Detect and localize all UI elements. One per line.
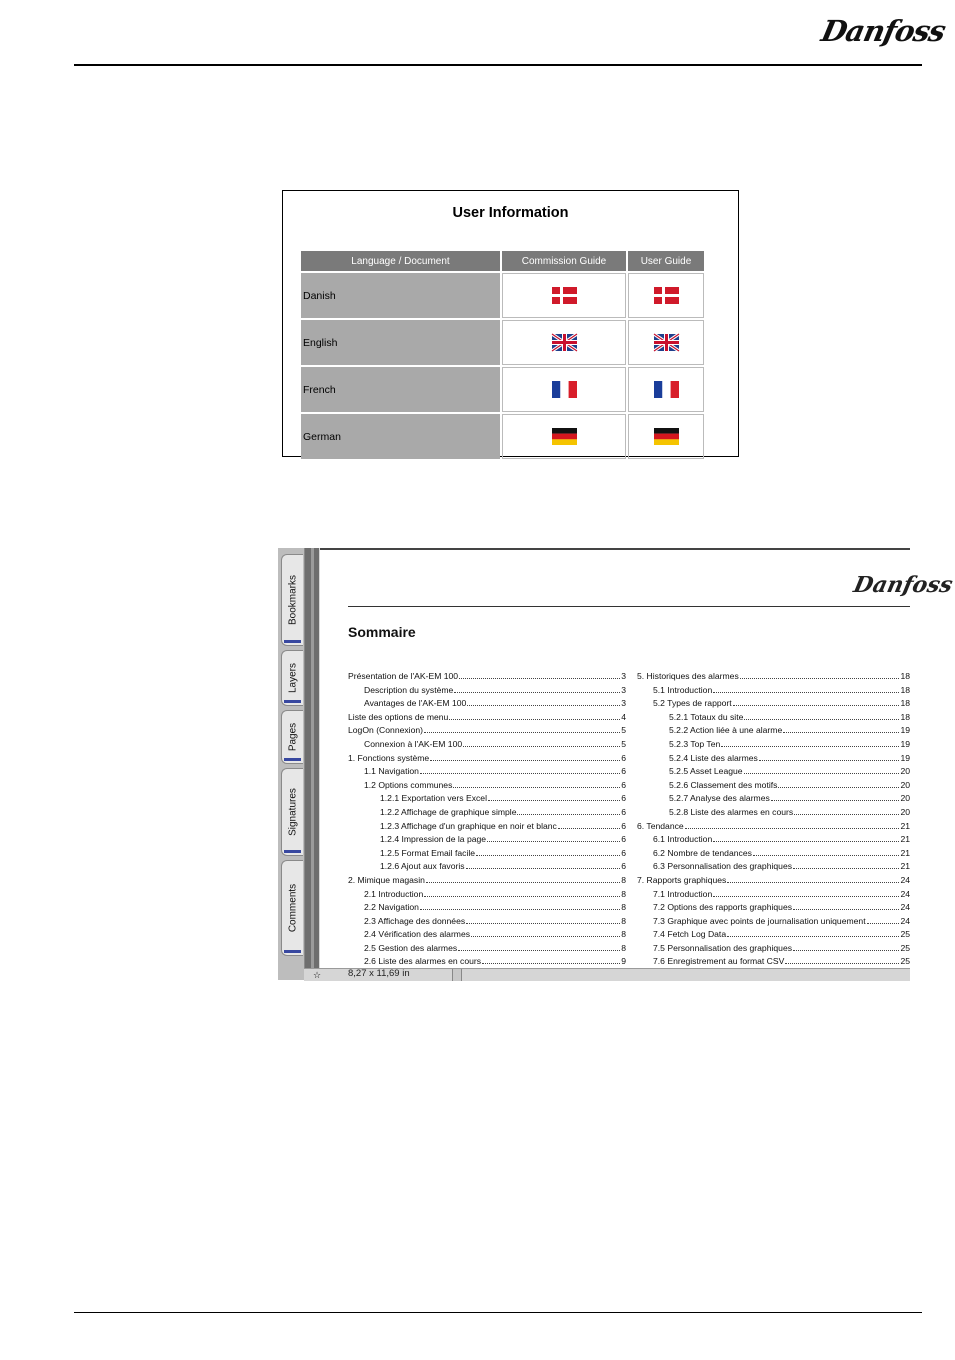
toc-entry-title: LogOn (Connexion): [348, 725, 424, 736]
toc-entry-page: 8: [621, 888, 626, 899]
header-rule: [74, 64, 922, 66]
toc-entry[interactable]: [348, 942, 626, 956]
toc-entry-page: 24: [900, 902, 910, 913]
toc-column-left: [348, 670, 626, 969]
status-bar-splitter[interactable]: [452, 969, 462, 981]
toc-entry-title: 2.3 Affichage des données: [364, 915, 466, 926]
toc-entry-title: Description du système: [364, 684, 454, 695]
toc-entry-title: 6. Tendance: [637, 820, 684, 831]
toc-leader-dots: [721, 746, 899, 747]
toc-entry-page: 21: [900, 820, 910, 831]
germany-flag-icon[interactable]: [552, 428, 577, 445]
toc-leader-dots: [454, 692, 620, 693]
navigation-panel: [278, 548, 305, 980]
toc-entry[interactable]: [348, 820, 626, 834]
toc-entry-page: 6: [621, 847, 626, 858]
toc-leader-dots: [471, 936, 620, 937]
toc-leader-dots: [466, 923, 620, 924]
toc-entry[interactable]: [637, 833, 910, 847]
toc-entry-title: 7.4 Fetch Log Data: [653, 929, 727, 940]
toc-entry-title: 2.1 Introduction: [364, 888, 424, 899]
toc-entry[interactable]: [348, 738, 626, 752]
toc-entry-page: 20: [900, 779, 910, 790]
toc-entry-page: 20: [900, 793, 910, 804]
commission-guide-cell: [502, 273, 626, 318]
toc-entry-page: 8: [621, 942, 626, 953]
toc-entry[interactable]: [637, 765, 910, 779]
commission-guide-cell: [502, 320, 626, 365]
tab-pages[interactable]: Pages: [281, 710, 303, 764]
document-heading: Sommaire: [348, 624, 416, 640]
toc-entry-page: 8: [621, 915, 626, 926]
toc-entry-title: 2.5 Gestion des alarmes: [364, 942, 458, 953]
toc-leader-dots: [424, 732, 620, 733]
toc-entry[interactable]: [637, 684, 910, 698]
toc-leader-dots: [488, 800, 620, 801]
toc-entry[interactable]: [348, 670, 626, 684]
toc-entry-title: 7.5 Personnalisation des graphiques: [653, 942, 793, 953]
toc-leader-dots: [778, 787, 899, 788]
toc-leader-dots: [426, 882, 620, 883]
toc-entry[interactable]: [637, 874, 910, 888]
tab-comments[interactable]: Comments: [281, 860, 303, 956]
uk-flag-icon[interactable]: [552, 334, 577, 351]
column-header-commission-guide: Commission Guide: [502, 251, 626, 271]
danfoss-logo: Danfoss: [818, 14, 949, 48]
toc-entry[interactable]: [637, 697, 910, 711]
language-cell: German: [301, 414, 500, 459]
toc-entry-page: 6: [621, 806, 626, 817]
toc-leader-dots: [727, 936, 899, 937]
toc-entry-page: 3: [621, 698, 626, 709]
column-header-user-guide: User Guide: [628, 251, 704, 271]
toc-entry-page: 19: [900, 725, 910, 736]
toc-entry[interactable]: [348, 792, 626, 806]
toc-entry-title: 6.3 Personnalisation des graphiques: [653, 861, 793, 872]
toc-entry-title: 2.6 Liste des alarmes en cours: [364, 956, 482, 967]
toc-entry[interactable]: [637, 711, 910, 725]
toc-entry-title: 7. Rapports graphiques: [637, 874, 727, 885]
toc-entry-page: 5: [621, 725, 626, 736]
toc-entry-title: 1.2.6 Ajout aux favoris: [380, 861, 465, 872]
user-guide-cell: [628, 414, 704, 459]
toc-entry-title: 5.2.8 Liste des alarmes en cours: [669, 806, 794, 817]
toc-entry[interactable]: [637, 860, 910, 874]
toc-entry-title: 1.2.1 Exportation vers Excel: [380, 793, 487, 804]
toc-leader-dots: [482, 963, 620, 964]
toc-leader-dots: [449, 719, 620, 720]
germany-flag-icon[interactable]: [654, 428, 679, 445]
language-cell: Danish: [301, 273, 500, 318]
toc-entry-page: 3: [621, 684, 626, 695]
toc-entry-title: 5.2.1 Totaux du site: [669, 711, 744, 722]
toc-entry[interactable]: [637, 738, 910, 752]
toc-entry[interactable]: [637, 724, 910, 738]
toc-entry-title: 5.2.6 Classement des motifs: [669, 779, 778, 790]
toc-entry-title: Connexion à l'AK-EM 100: [364, 738, 463, 749]
document-page: [320, 548, 955, 970]
toc-entry-page: 21: [900, 861, 910, 872]
toc-leader-dots: [793, 868, 899, 869]
toc-leader-dots: [466, 868, 621, 869]
toc-entry-title: 5.2.3 Top Ten: [669, 738, 721, 749]
toc-entry-title: 5.2.7 Analyse des alarmes: [669, 793, 770, 804]
toc-entry-page: 20: [900, 806, 910, 817]
toc-leader-dots: [783, 732, 899, 733]
toc-entry[interactable]: [637, 792, 910, 806]
user-guide-cell: [628, 320, 704, 365]
toc-entry-title: 1. Fonctions système: [348, 752, 430, 763]
toc-entry[interactable]: [637, 915, 910, 929]
toc-leader-dots: [753, 855, 900, 856]
toc-entry-page: 9: [621, 956, 626, 967]
toc-entry-title: 5.2 Types de rapport: [653, 698, 732, 709]
table-row: [301, 273, 704, 318]
toc-entry-page: 6: [621, 752, 626, 763]
commission-guide-cell: [502, 414, 626, 459]
toc-leader-dots: [476, 855, 620, 856]
toc-entry-title: 5.2.4 Liste des alarmes: [669, 752, 758, 763]
toc-entry[interactable]: [637, 942, 910, 956]
toc-entry[interactable]: [637, 928, 910, 942]
toc-entry[interactable]: [348, 684, 626, 698]
toc-entry-page: 18: [900, 698, 910, 709]
toc-entry-page: 19: [900, 752, 910, 763]
toc-leader-dots: [744, 773, 900, 774]
toc-leader-dots: [458, 950, 620, 951]
toc-entry-page: 20: [900, 766, 910, 777]
toc-entry-title: 5. Historiques des alarmes: [637, 671, 739, 681]
toc-entry[interactable]: [348, 765, 626, 779]
toc-leader-dots: [420, 773, 620, 774]
user-guide-cell: [628, 367, 704, 412]
footer-rule: [74, 1312, 922, 1313]
toc-leader-dots: [867, 923, 900, 924]
toc-entry-title: 5.2.5 Asset League: [669, 766, 743, 777]
toc-leader-dots: [793, 909, 899, 910]
toc-entry-page: 6: [621, 793, 626, 804]
toc-leader-dots: [420, 909, 620, 910]
toc-entry-title: 5.1 Introduction: [653, 684, 713, 695]
table-row: [301, 367, 704, 412]
toc-entry-page: 6: [621, 820, 626, 831]
toc-entry-page: 25: [900, 956, 910, 967]
tab-layers[interactable]: Layers: [281, 650, 303, 706]
toc-entry[interactable]: [637, 779, 910, 793]
toc-entry[interactable]: [637, 901, 910, 915]
toc-entry-page: 24: [900, 874, 910, 885]
document-header-rule: [348, 606, 910, 607]
toc-entry-title: 2. Mimique magasin: [348, 874, 425, 885]
toc-leader-dots: [463, 746, 620, 747]
toc-entry[interactable]: [348, 724, 626, 738]
toc-entry-page: 8: [621, 874, 626, 885]
toc-entry[interactable]: [348, 888, 626, 902]
toc-entry-page: 5: [621, 738, 626, 749]
toc-leader-dots: [727, 882, 899, 883]
toc-entry-title: 1.2.2 Affichage de graphique simple: [380, 806, 517, 817]
toc-entry[interactable]: [348, 874, 626, 888]
toc-entry-title: 7.6 Enregistrement au format CSV: [653, 956, 785, 967]
table-row: [301, 414, 704, 459]
toc-entry[interactable]: [637, 847, 910, 861]
toc-entry[interactable]: [637, 806, 910, 820]
user-guide-cell: [628, 273, 704, 318]
document-logo: Danfoss: [851, 572, 955, 598]
denmark-flag-icon[interactable]: [654, 287, 679, 304]
language-cell: English: [301, 320, 500, 365]
status-bar: [304, 968, 910, 981]
toc-leader-dots: [517, 814, 620, 815]
toc-leader-dots: [713, 896, 899, 897]
toc-entry-page: 6: [621, 766, 626, 777]
toc-leader-dots: [487, 841, 620, 842]
france-flag-icon[interactable]: [654, 381, 679, 398]
toc-entry-page: 25: [900, 942, 910, 953]
toc-entry-page: 3: [621, 671, 626, 681]
toc-leader-dots: [733, 705, 900, 706]
toc-entry[interactable]: [348, 928, 626, 942]
table-row: [301, 320, 704, 365]
toc-entry[interactable]: [348, 915, 626, 929]
toc-entry-page: 24: [900, 915, 910, 926]
toc-entry-title: 7.3 Graphique avec points de journalisation uniquement: [653, 915, 866, 926]
toc-leader-dots: [713, 692, 899, 693]
toc-leader-dots: [744, 719, 899, 720]
toc-leader-dots: [430, 760, 620, 761]
pdf-viewer-screenshot: [278, 548, 955, 980]
toc-entry-page: 6: [621, 834, 626, 845]
user-information-panel: [282, 190, 739, 457]
toc-entry-title: Liste des options de menu: [348, 711, 449, 722]
toc-entry-title: 2.4 Vérification des alarmes: [364, 929, 471, 940]
toc-entry-title: 2.2 Navigation: [364, 902, 419, 913]
toc-entry-page: 21: [900, 834, 910, 845]
toc-leader-dots: [740, 678, 900, 679]
toc-entry-page: 18: [900, 711, 910, 722]
language-cell: French: [301, 367, 500, 412]
toc-entry[interactable]: [637, 752, 910, 766]
toc-leader-dots: [453, 787, 620, 788]
toc-entry[interactable]: [348, 806, 626, 820]
toc-leader-dots: [794, 814, 899, 815]
toc-entry[interactable]: [348, 752, 626, 766]
toc-entry-title: Avantages de l'AK-EM 100: [364, 698, 467, 709]
toc-entry-title: 7.2 Options des rapports graphiques: [653, 902, 793, 913]
toc-entry[interactable]: [348, 847, 626, 861]
toc-column-right: [637, 670, 910, 969]
toc-entry-title: 5.2.2 Action liée à une alarme: [669, 725, 783, 736]
toc-entry-title: 6.1 Introduction: [653, 834, 713, 845]
toc-entry-title: 6.2 Nombre de tendances: [653, 847, 752, 858]
toc-entry[interactable]: [348, 860, 626, 874]
tab-signatures[interactable]: Signatures: [281, 768, 303, 856]
toc-leader-dots: [467, 705, 620, 706]
column-header-language: Language / Document: [301, 251, 500, 271]
toc-entry-title: Présentation de l'AK-EM 100: [348, 671, 459, 681]
denmark-flag-icon[interactable]: [552, 287, 577, 304]
toc-entry-title: 1.2 Options communes: [364, 779, 453, 790]
toc-leader-dots: [785, 963, 899, 964]
toc-entry[interactable]: [637, 888, 910, 902]
toc-leader-dots: [759, 760, 900, 761]
toc-leader-dots: [713, 841, 899, 842]
toc-entry-page: 6: [621, 861, 626, 872]
commission-guide-cell: [502, 367, 626, 412]
toc-entry[interactable]: [348, 697, 626, 711]
uk-flag-icon[interactable]: [654, 334, 679, 351]
france-flag-icon[interactable]: [552, 381, 577, 398]
toc-entry[interactable]: [348, 901, 626, 915]
toc-entry[interactable]: [348, 833, 626, 847]
tab-bookmarks[interactable]: Bookmarks: [281, 554, 303, 646]
toc-entry-page: 18: [900, 684, 910, 695]
toc-entry-title: 1.2.3 Affichage d'un graphique en noir et blanc: [380, 820, 557, 831]
panel-divider-highlight: [311, 548, 314, 968]
toc-entry[interactable]: [637, 820, 910, 834]
toc-entry-page: 18: [900, 671, 910, 681]
toc-entry[interactable]: [348, 779, 626, 793]
toc-entry-page: 8: [621, 902, 626, 913]
toc-entry-title: 1.2.5 Format Email facile: [380, 847, 476, 858]
toc-leader-dots: [771, 800, 900, 801]
toc-entry-page: 6: [621, 779, 626, 790]
toc-entry-page: 8: [621, 929, 626, 940]
toc-leader-dots: [459, 678, 620, 679]
user-information-title: User Information: [452, 205, 569, 221]
toc-entry-page: 25: [900, 929, 910, 940]
toc-leader-dots: [558, 828, 620, 829]
page-options-icon[interactable]: ☆: [312, 970, 322, 980]
toc-entry-title: 1.2.4 Impression de la page: [380, 834, 487, 845]
toc-entry-title: 7.1 Introduction: [653, 888, 713, 899]
page-size-readout: 8,27 x 11,69 in: [348, 968, 410, 979]
toc-entry[interactable]: [637, 670, 910, 684]
toc-entry-page: 21: [900, 847, 910, 858]
user-information-table: [299, 249, 706, 461]
toc-entry-page: 19: [900, 738, 910, 749]
toc-entry-title: 1.1 Navigation: [364, 766, 419, 777]
toc-leader-dots: [793, 950, 899, 951]
toc-entry[interactable]: [348, 711, 626, 725]
toc-entry-page: 4: [621, 711, 626, 722]
toc-entry-page: 24: [900, 888, 910, 899]
toc-leader-dots: [424, 896, 620, 897]
toc-leader-dots: [685, 828, 900, 829]
